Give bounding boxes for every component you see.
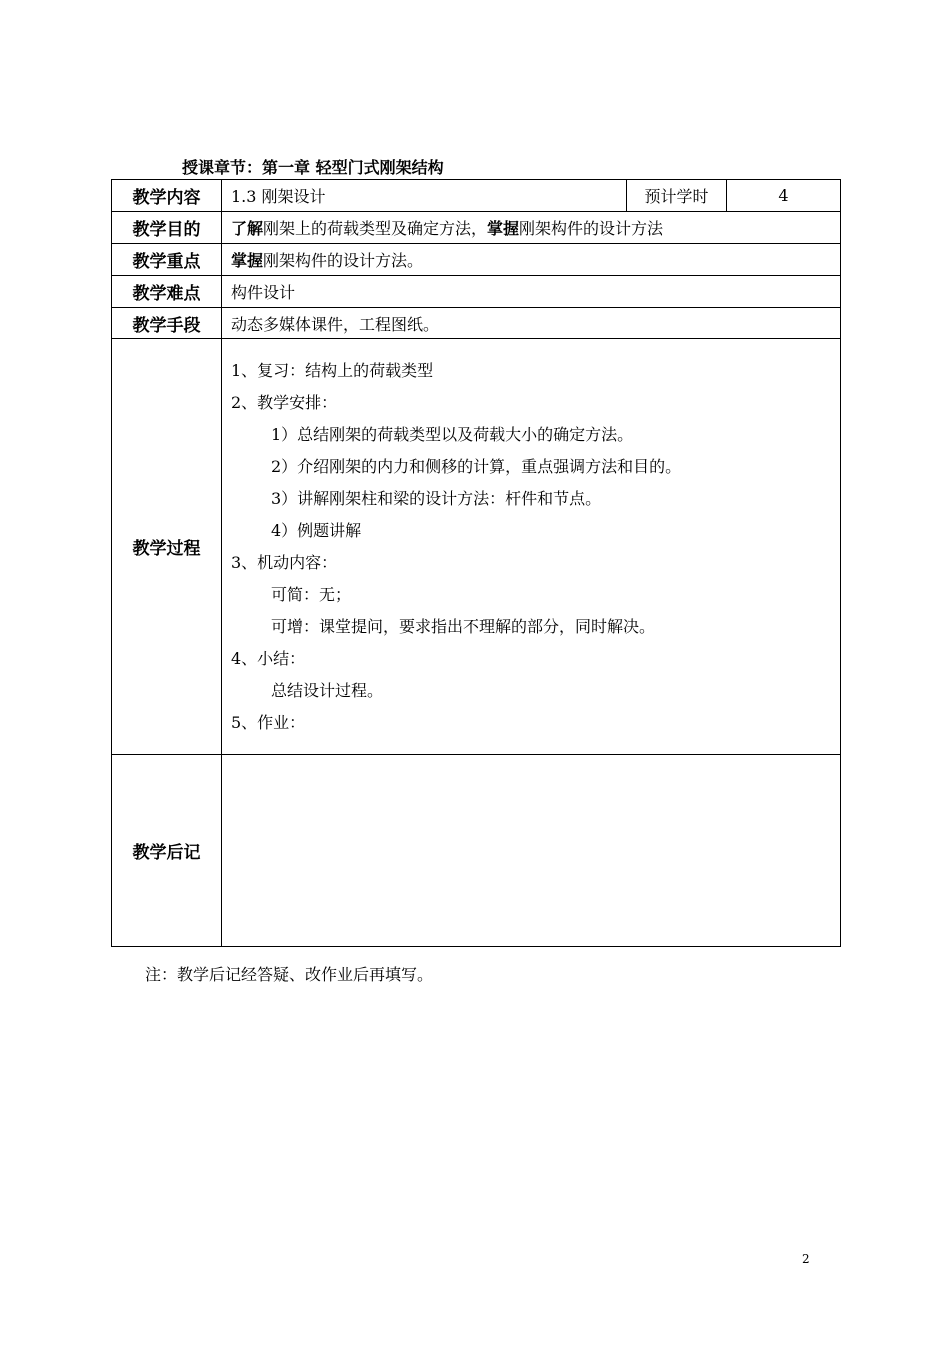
teaching-content-label: 教学内容: [112, 180, 222, 212]
postscript-label: 教学后记: [112, 755, 222, 947]
key-points-keyword: 掌握: [231, 251, 264, 270]
process-line: 可增：课堂提问，要求指出不理解的部分，同时解决。: [271, 616, 656, 636]
teaching-methods-value: 动态多媒体课件，工程图纸。: [222, 308, 841, 339]
row-teaching-process: [112, 339, 841, 755]
hours-value: 4: [727, 180, 841, 212]
key-points-value: [222, 244, 841, 276]
process-line: 1）总结刚架的荷载类型以及荷载大小的确定方法。: [271, 424, 634, 444]
teaching-process-label: 教学过程: [112, 339, 222, 755]
row-teaching-objective: [112, 212, 841, 244]
page-number: 2: [802, 1252, 810, 1266]
process-line: 2）介绍刚架的内力和侧移的计算，重点强调方法和目的。: [271, 456, 682, 476]
hours-label: 预计学时: [627, 180, 727, 212]
difficulties-value: 构件设计: [222, 276, 841, 308]
row-postscript: [112, 755, 841, 947]
footnote: 注：教学后记经答疑、改作业后再填写。: [145, 965, 434, 984]
process-line: 1、复习：结构上的荷载类型: [231, 360, 434, 380]
key-points-label: 教学重点: [112, 244, 222, 276]
process-line: 3）讲解刚架柱和梁的设计方法：杆件和节点。: [271, 488, 602, 508]
process-line: 3、机动内容：: [231, 552, 338, 572]
process-line: 4、小结：: [231, 648, 306, 668]
objective-text-2: 刚架构件的设计方法: [519, 219, 664, 238]
objective-keyword-master: 掌握: [487, 219, 520, 238]
teaching-methods-label: 教学手段: [112, 308, 222, 339]
teaching-process-content: [222, 339, 841, 755]
process-line: 可简：无；: [271, 584, 352, 604]
teaching-objective-value: [222, 212, 841, 244]
teaching-objective-label: 教学目的: [112, 212, 222, 244]
row-teaching-content: [112, 180, 841, 212]
objective-text-1: 刚架上的荷载类型及确定方法，: [263, 219, 488, 238]
lesson-plan-table: [111, 179, 841, 947]
objective-keyword-understand: 了解: [231, 219, 264, 238]
process-line: 2、教学安排：: [231, 392, 338, 412]
postscript-value: [222, 755, 841, 947]
row-difficulties: [112, 276, 841, 308]
process-line: 总结设计过程。: [271, 680, 384, 700]
row-key-points: [112, 244, 841, 276]
process-line: 5、作业：: [231, 712, 306, 732]
difficulties-label: 教学难点: [112, 276, 222, 308]
chapter-title: 授课章节：第一章 轻型门式刚架结构: [182, 158, 444, 177]
process-line: 4）例题讲解: [271, 520, 362, 540]
row-teaching-methods: [112, 308, 841, 339]
key-points-text: 刚架构件的设计方法。: [263, 251, 424, 270]
teaching-content-value: 1.3 刚架设计: [222, 180, 627, 212]
